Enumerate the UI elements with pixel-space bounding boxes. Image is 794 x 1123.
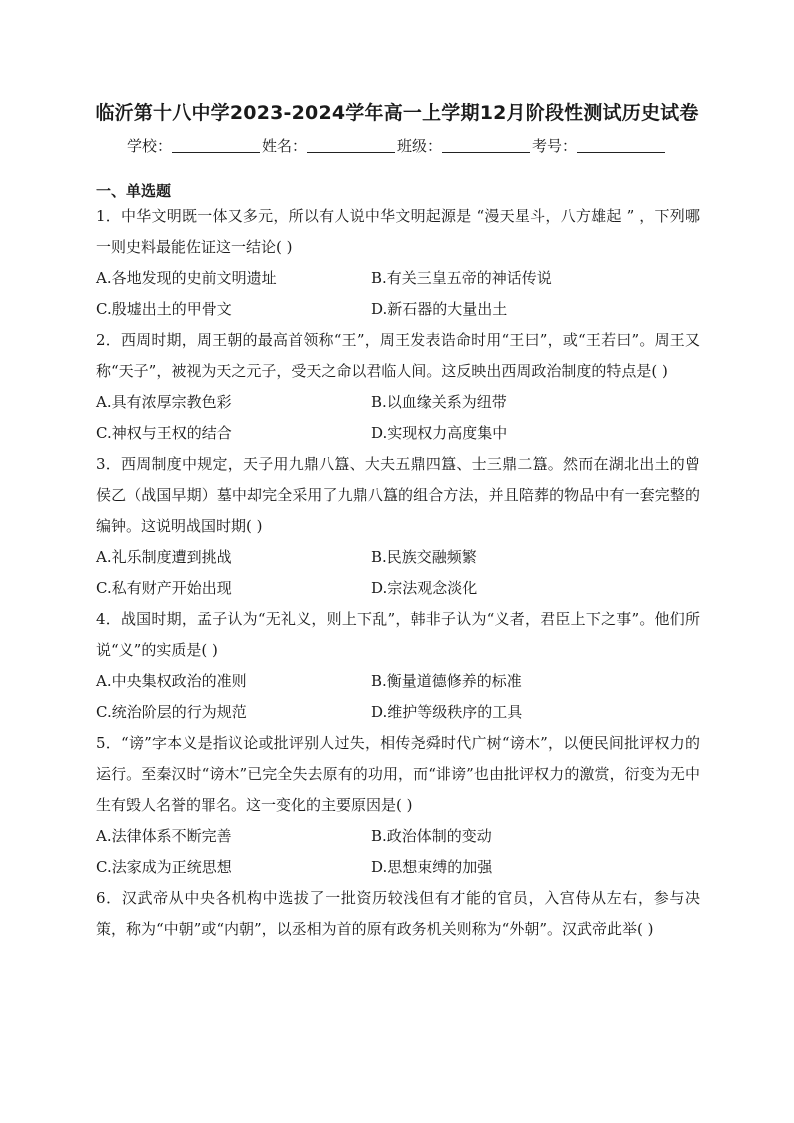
question-stem: 4．战国时期，孟子认为“无礼义，则上下乱”，韩非子认为“义者，君臣上下之事”。他们所说“义”的实质是( ) (96, 610, 700, 659)
question-6 (96, 883, 700, 945)
school-label: 学校： (126, 137, 172, 155)
section-heading: 一、单选题 (96, 182, 172, 200)
question-2 (96, 325, 700, 449)
option-c: C.统治阶层的行为规范 (96, 703, 247, 721)
school-blank (172, 138, 260, 153)
question-stem: 2．西周时期，周王朝的最高首领称“王”，周王发表诰命时用“王曰”，或“王若曰”。周王又称“天子”，被视为天之元子，受天之命以君临人间。这反映出西周政治制度的特点是( ) (96, 331, 700, 380)
option-group (96, 387, 700, 449)
option-a: A.各地发现的史前文明遗址 (96, 269, 277, 287)
name-blank (307, 138, 395, 153)
option-c: C.殷墟出土的甲骨文 (96, 300, 232, 318)
question-5 (96, 728, 700, 883)
school-field (127, 135, 262, 156)
option-a: A.中央集权政治的准则 (96, 672, 247, 690)
name-label: 姓名： (261, 137, 307, 155)
option-b: B.有关三皇五帝的神话传说 (371, 269, 552, 287)
option-group (96, 263, 700, 325)
question-stem: 6．汉武帝从中央各机构中选拔了一批资历较浅但有才能的官员，入宫侍从左右，参与决策，称为“中朝”或“内朝”，以丞相为首的原有政务机关则称为“外朝”。汉武帝此举( ) (96, 889, 700, 938)
question-stem: 5．“谤”字本义是指议论或批评别人过失，相传尧舜时代广树“谤木”，以便民间批评权力的运行。至秦汉时“谤木”已完全失去原有的功用，而“诽谤”也由批评权力的激赏，衍变为无中生有毁人名誉的罪名。这一变化的主要原因是( ) (96, 734, 700, 814)
class-field (397, 135, 532, 156)
question-4 (96, 604, 700, 728)
student-info-row (0, 135, 794, 156)
option-c: C.神权与王权的结合 (96, 424, 232, 442)
option-a: A.法律体系不断完善 (96, 827, 232, 845)
question-3 (96, 449, 700, 604)
class-label: 班级： (397, 137, 443, 155)
option-d: D.实现权力高度集中 (371, 424, 508, 442)
option-b: B.政治体制的变动 (371, 827, 492, 845)
question-stem: 3．西周制度中规定，天子用九鼎八簋、大夫五鼎四簋、士三鼎二簋。然而在湖北出土的曾侯乙（战国早期）墓中却完全采用了九鼎八簋的组合方法，并且陪葬的物品中有一套完整的编钟。这说明战国时期( ) (96, 455, 700, 535)
exam-number-field (532, 135, 667, 156)
option-c: C.私有财产开始出现 (96, 579, 232, 597)
option-b: B.民族交融频繁 (371, 548, 477, 566)
option-c: C.法家成为正统思想 (96, 858, 232, 876)
option-group (96, 821, 700, 883)
page-title: 临沂第十八中学2023-2024学年高一上学期12月阶段性测试历史试卷 (95, 102, 699, 124)
name-field (262, 135, 397, 156)
question-stem: 1．中华文明既一体又多元，所以有人说中华文明起源是 “漫天星斗，八方雄起 ” ，下列哪一则史料最能佐证这一结论( ) (96, 207, 700, 256)
question-list (96, 201, 700, 945)
option-d: D.新石器的大量出土 (371, 300, 508, 318)
option-b: B.以血缘关系为纽带 (371, 393, 507, 411)
exam-number-label: 考号： (532, 137, 578, 155)
exam-number-blank (577, 138, 665, 153)
option-d: D.思想束缚的加强 (371, 858, 493, 876)
question-1 (96, 201, 700, 325)
option-group (96, 542, 700, 604)
option-a: A.礼乐制度遭到挑战 (96, 548, 232, 566)
option-a: A.具有浓厚宗教色彩 (96, 393, 232, 411)
option-d: D.维护等级秩序的工具 (371, 703, 523, 721)
option-group (96, 666, 700, 728)
option-d: D.宗法观念淡化 (371, 579, 478, 597)
option-b: B.衡量道德修养的标准 (371, 672, 522, 690)
class-blank (442, 138, 530, 153)
